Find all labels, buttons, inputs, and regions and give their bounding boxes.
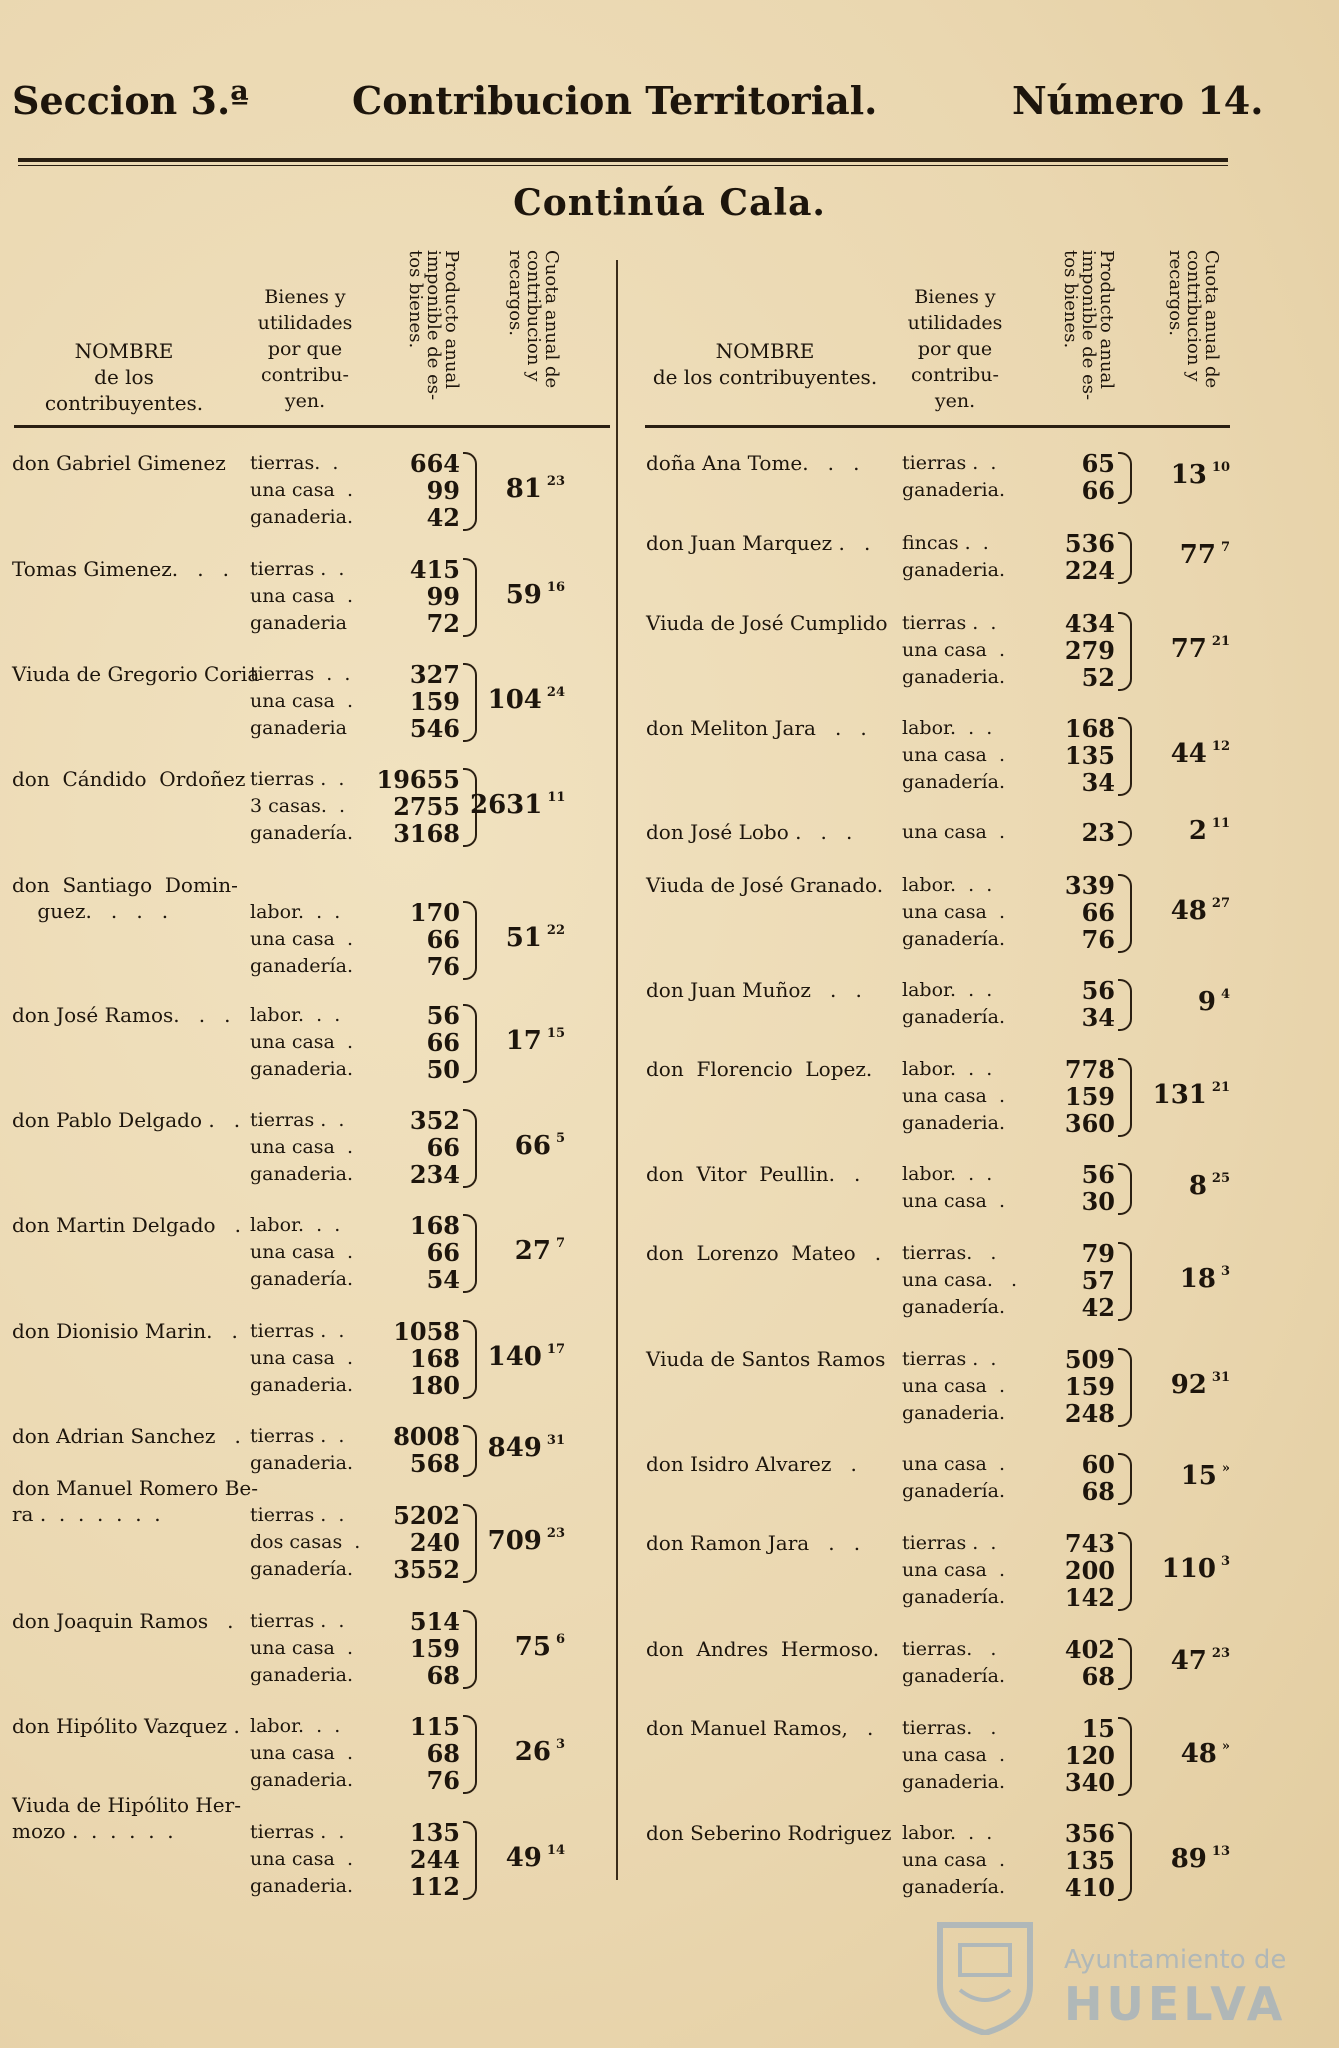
cuota-value — [1125, 1370, 1230, 1400]
col-goods-header-right: Bienes y utilidades por que contribu- yen. — [907, 286, 1003, 412]
cuota-value — [1125, 1554, 1230, 1584]
product-values: 1058 168 180 — [393, 1317, 460, 1400]
cuota-value — [470, 1026, 565, 1056]
goods-list: una casa . ganadería. — [902, 1453, 1006, 1502]
product-values: 23 — [1081, 818, 1115, 847]
goods-list: tierras . . una casa . ganaderia. — [250, 1821, 354, 1897]
goods-list: labor. . . una casa . ganaderia. — [250, 1715, 354, 1791]
cuota-amount: 9 — [1197, 987, 1216, 1017]
contributor-name: don Adrian Sanchez . — [12, 1424, 241, 1448]
cuota-value — [470, 1526, 565, 1556]
goods-list: labor. . . una casa . ganadería. — [250, 901, 354, 977]
cuota-cents: 23 — [1211, 1646, 1230, 1661]
product-values: 8008 568 — [393, 1422, 460, 1478]
cuota-value — [1125, 987, 1230, 1017]
cuota-cents: 21 — [1211, 633, 1230, 649]
cuota-amount: 140 — [487, 1341, 542, 1372]
product-values: 509 159 248 — [1064, 1345, 1115, 1428]
goods-list: tierras . . dos casas . ganadería. — [250, 1504, 361, 1580]
cuota-value — [1125, 540, 1230, 570]
cuota-value — [1125, 739, 1230, 769]
contributor-name: don Florencio Lopez. — [646, 1057, 873, 1081]
product-values: 778 159 360 — [1064, 1055, 1115, 1138]
product-values: 19655 2755 3168 — [376, 765, 460, 848]
contributor-name: don Gabriel Gimenez — [12, 451, 226, 475]
product-values: 65 66 — [1081, 449, 1115, 505]
contributor-name: don Lorenzo Mateo . — [646, 1241, 882, 1265]
product-values: 514 159 68 — [409, 1607, 460, 1690]
cuota-amount: 26 — [514, 1736, 551, 1767]
cuota-cents: 10 — [1211, 460, 1230, 475]
contributor-name: don Cándido Ordoñez — [12, 767, 246, 791]
product-values: 402 68 — [1064, 1635, 1115, 1691]
cuota-value — [470, 1632, 565, 1662]
cuota-cents: 7 — [555, 1235, 565, 1251]
product-values: 536 224 — [1064, 529, 1115, 585]
cuota-value — [470, 790, 565, 820]
contributor-name: don Isidro Alvarez . — [646, 1452, 857, 1476]
goods-list: tierras . . 3 casas. . ganadería. — [250, 768, 353, 844]
cuota-amount: 89 — [1170, 1843, 1207, 1874]
cuota-cents: 17 — [546, 1341, 565, 1357]
section-label: Seccion 3.ª — [12, 78, 249, 123]
contributor-name: Viuda de José Cumplido — [646, 611, 888, 635]
cuota-amount: 8 — [1188, 1171, 1207, 1201]
goods-list: tierras. . una casa . ganaderia. — [902, 1717, 1006, 1793]
cuota-cents: » — [1221, 1461, 1230, 1476]
cuota-cents: 15 — [546, 1025, 565, 1041]
col-product-header-left: Producto anual imponible de es- tos bienes. — [405, 250, 462, 401]
contributor-name: don José Lobo . . . — [646, 820, 853, 844]
cuota-value — [470, 580, 565, 610]
cuota-amount: 48 — [1180, 1738, 1217, 1769]
contributor-name: don Manuel Ramos, . — [646, 1716, 874, 1740]
right-header-rule — [645, 425, 1230, 428]
cuota-cents: 7 — [1220, 540, 1230, 555]
cuota-amount: 48 — [1170, 895, 1207, 926]
contributor-name: Viuda de Hipólito Her- mozo . . . . . . — [12, 1793, 241, 1843]
cuota-amount: 59 — [505, 579, 542, 610]
column-separator — [616, 260, 618, 1880]
cuota-value — [1125, 634, 1230, 664]
contributor-name: doña Ana Tome. . . — [646, 451, 860, 475]
header-rule-thin — [18, 165, 1228, 166]
product-values: 15 120 340 — [1064, 1714, 1115, 1797]
goods-list: tierras . . una casa . ganaderia. — [902, 1348, 1006, 1424]
contributor-name: Viuda de Santos Ramos — [646, 1347, 886, 1371]
cuota-value — [470, 1342, 565, 1372]
product-values: 56 30 — [1081, 1160, 1115, 1216]
cuota-cents: 22 — [546, 922, 565, 938]
contributor-name: don Ramon Jara . . — [646, 1531, 861, 1555]
cuota-amount: 131 — [1152, 1079, 1207, 1110]
goods-list: labor. . . una casa . ganadería. — [902, 874, 1006, 950]
cuota-cents: 3 — [1220, 1263, 1230, 1279]
cuota-amount: 104 — [487, 684, 542, 715]
goods-list: labor. . . una casa . ganadería. — [902, 717, 1006, 793]
contributor-name: don Joaquin Ramos . — [12, 1609, 234, 1633]
contributor-name: don Martin Delgado . — [12, 1213, 241, 1237]
cuota-amount: 27 — [514, 1235, 551, 1266]
contributor-name: don Meliton Jara . . — [646, 716, 867, 740]
cuota-value — [1125, 1739, 1230, 1769]
cuota-amount: 2 — [1188, 815, 1207, 846]
cuota-value — [1125, 896, 1230, 926]
col-cuota-header-left: Cuota anual de contribucion y recargos. — [505, 250, 562, 389]
product-values: 339 66 76 — [1064, 871, 1115, 954]
goods-list: tierras . . una casa . ganaderia. — [250, 1320, 354, 1396]
product-values: 434 279 52 — [1064, 609, 1115, 692]
col-goods-header-left: Bienes y utilidades por que contribu- yen. — [257, 286, 353, 412]
cuota-cents: 11 — [547, 789, 566, 805]
goods-list: tierras . . ganaderia. — [902, 452, 1005, 501]
goods-list: tierras . . una casa . ganaderia — [250, 558, 354, 634]
contributor-name: don Hipólito Vazquez . — [12, 1714, 240, 1738]
cuota-value — [470, 1131, 565, 1161]
product-values: 415 99 72 — [409, 555, 460, 638]
contributor-name: Viuda de José Granado. — [646, 873, 884, 897]
col-name-title: NOMBRE — [74, 339, 174, 363]
cuota-amount: 2631 — [470, 789, 543, 820]
product-values: 56 66 50 — [426, 1001, 460, 1084]
product-values: 170 66 76 — [409, 898, 460, 981]
cuota-amount: 77 — [1170, 633, 1207, 664]
contributor-name: don Seberino Rodriguez — [646, 1821, 892, 1845]
col-name-title-right: NOMBRE — [715, 339, 815, 363]
cuota-amount: 49 — [505, 1842, 542, 1873]
subtitle: Continúa Cala. — [513, 182, 826, 224]
cuota-value — [470, 1737, 565, 1767]
goods-list: labor. . . una casa . ganaderia. — [902, 1058, 1006, 1134]
goods-list: labor. . . una casa . ganadería. — [902, 1822, 1006, 1898]
contributor-name: don José Ramos. . . — [12, 1003, 231, 1027]
cuota-cents: 12 — [1211, 738, 1230, 754]
cuota-amount: 66 — [514, 1130, 551, 1161]
contributor-name: don Pablo Delgado . . — [12, 1108, 241, 1132]
product-values: 327 159 546 — [409, 660, 460, 743]
col-cuota-header-right: Cuota anual de contribucion y recargos. — [1165, 250, 1222, 389]
goods-list: tierras . . una casa . ganaderia. — [250, 1610, 354, 1686]
contributor-name: don Vitor Peullin. . — [646, 1162, 861, 1186]
goods-list: tierras. . una casa . ganaderia. — [250, 452, 354, 528]
contributor-name: don Juan Marquez . . — [646, 531, 871, 555]
cuota-cents: 6 — [555, 1631, 565, 1647]
cuota-cents: 13 — [1211, 1843, 1230, 1859]
cuota-cents: 27 — [1211, 895, 1230, 911]
product-values: 115 68 76 — [409, 1712, 460, 1795]
cuota-value — [470, 685, 565, 715]
goods-list: labor. . . una casa . ganadería. — [250, 1214, 354, 1290]
product-values: 168 135 34 — [1064, 714, 1115, 797]
cuota-cents: 24 — [546, 684, 565, 700]
col-product-header-right: Producto anual imponible de es- tos bienes. — [1060, 250, 1117, 401]
cuota-cents: 5 — [555, 1130, 565, 1146]
cuota-cents: 4 — [1220, 987, 1230, 1002]
contributor-name: Tomas Gimenez. . . — [12, 557, 229, 581]
cuota-value — [1125, 1461, 1230, 1491]
cuota-amount: 92 — [1170, 1369, 1207, 1400]
cuota-cents: 23 — [546, 473, 565, 489]
cuota-value — [470, 1433, 565, 1463]
goods-list: tierras. . una casa. . ganadería. — [902, 1242, 1018, 1318]
col-name-subtitle: de los contribuyentes. — [44, 365, 204, 415]
cuota-value — [470, 474, 565, 504]
goods-list: labor. . . una casa . ganaderia. — [250, 1004, 354, 1080]
cuota-amount: 18 — [1179, 1263, 1216, 1294]
cuota-value — [470, 1236, 565, 1266]
goods-list: labor. . . ganadería. — [902, 979, 1005, 1028]
cuota-amount: 75 — [514, 1631, 551, 1662]
left-header-rule — [14, 425, 610, 428]
product-values: 135 244 112 — [409, 1818, 460, 1901]
cuota-value — [1125, 1080, 1230, 1110]
contributor-name: don Manuel Romero Be- ra . . . . . . . — [12, 1476, 258, 1526]
cuota-amount: 77 — [1179, 540, 1216, 570]
page-title: Contribucion Territorial. — [352, 78, 878, 123]
cuota-cents: » — [1221, 1738, 1230, 1754]
product-values: 743 200 142 — [1064, 1529, 1115, 1612]
goods-list: labor. . . una casa . — [902, 1163, 1006, 1212]
cuota-amount: 110 — [1161, 1553, 1216, 1584]
goods-list: una casa . — [902, 821, 1006, 843]
cuota-value — [470, 923, 565, 953]
cuota-amount: 81 — [505, 473, 542, 504]
col-name-subtitle-right: de los contribuyentes. — [652, 365, 878, 389]
header-rule — [18, 158, 1228, 162]
cuota-amount: 709 — [487, 1525, 542, 1556]
contributor-name: Viuda de Gregorio Coria — [12, 662, 260, 686]
product-values: 5202 240 3552 — [393, 1501, 460, 1584]
contributor-name: don Dionisio Marin. . — [12, 1319, 238, 1343]
goods-list: tierras . . una casa . ganaderia. — [902, 612, 1006, 688]
goods-list: tierras . . ganaderia. — [250, 1425, 353, 1474]
product-values: 664 99 42 — [409, 449, 460, 532]
cuota-cents: 3 — [1220, 1553, 1230, 1569]
cuota-value — [1125, 1646, 1230, 1676]
col-name-header-right — [645, 338, 885, 390]
watermark-line2: HUELVA — [1064, 1977, 1287, 2031]
goods-list: fincas . . ganaderia. — [902, 532, 1005, 581]
goods-list: tierras. . ganadería. — [902, 1638, 1005, 1687]
cuota-amount: 17 — [505, 1025, 542, 1056]
cuota-amount: 15 — [1180, 1461, 1217, 1491]
cuota-amount: 47 — [1170, 1646, 1207, 1676]
cuota-value — [1125, 1171, 1230, 1201]
cuota-cents: 16 — [546, 579, 565, 595]
col-name-header-left — [14, 338, 234, 416]
cuota-value — [1125, 816, 1230, 846]
cuota-cents: 21 — [1211, 1079, 1230, 1095]
cuota-amount: 849 — [487, 1433, 542, 1463]
cuota-cents: 31 — [546, 1433, 565, 1448]
goods-list: tierras . . una casa . ganaderia. — [250, 1109, 354, 1185]
shield-icon — [930, 1915, 1040, 2035]
product-values: 60 68 — [1081, 1450, 1115, 1506]
cuota-cents: 3 — [555, 1736, 565, 1752]
watermark-line1: Ayuntamiento de — [1064, 1945, 1287, 1975]
cuota-value — [470, 1843, 565, 1873]
product-values: 168 66 54 — [409, 1211, 460, 1294]
product-values: 356 135 410 — [1064, 1819, 1115, 1902]
cuota-value — [1125, 1844, 1230, 1874]
product-values: 352 66 234 — [409, 1106, 460, 1189]
page-number: Número 14. — [1012, 78, 1264, 123]
goods-list: tierras . . una casa . ganaderia — [250, 663, 354, 739]
cuota-amount: 44 — [1170, 738, 1207, 769]
cuota-cents: 25 — [1211, 1171, 1230, 1186]
cuota-cents: 14 — [546, 1842, 565, 1858]
contributor-name: don Santiago Domin- guez. . . . — [12, 873, 238, 923]
cuota-value — [1125, 1264, 1230, 1294]
product-values: 56 34 — [1081, 976, 1115, 1032]
contributor-name: don Juan Muñoz . . — [646, 978, 862, 1002]
cuota-amount: 51 — [505, 922, 542, 953]
contributor-name: don Andres Hermoso. — [646, 1637, 880, 1661]
cuota-value — [1125, 460, 1230, 490]
goods-list: tierras . . una casa . ganadería. — [902, 1532, 1006, 1608]
cuota-cents: 11 — [1211, 815, 1230, 831]
cuota-cents: 31 — [1211, 1369, 1230, 1385]
product-values: 79 57 42 — [1081, 1239, 1115, 1322]
cuota-cents: 23 — [546, 1525, 565, 1541]
cuota-amount: 13 — [1170, 460, 1207, 490]
